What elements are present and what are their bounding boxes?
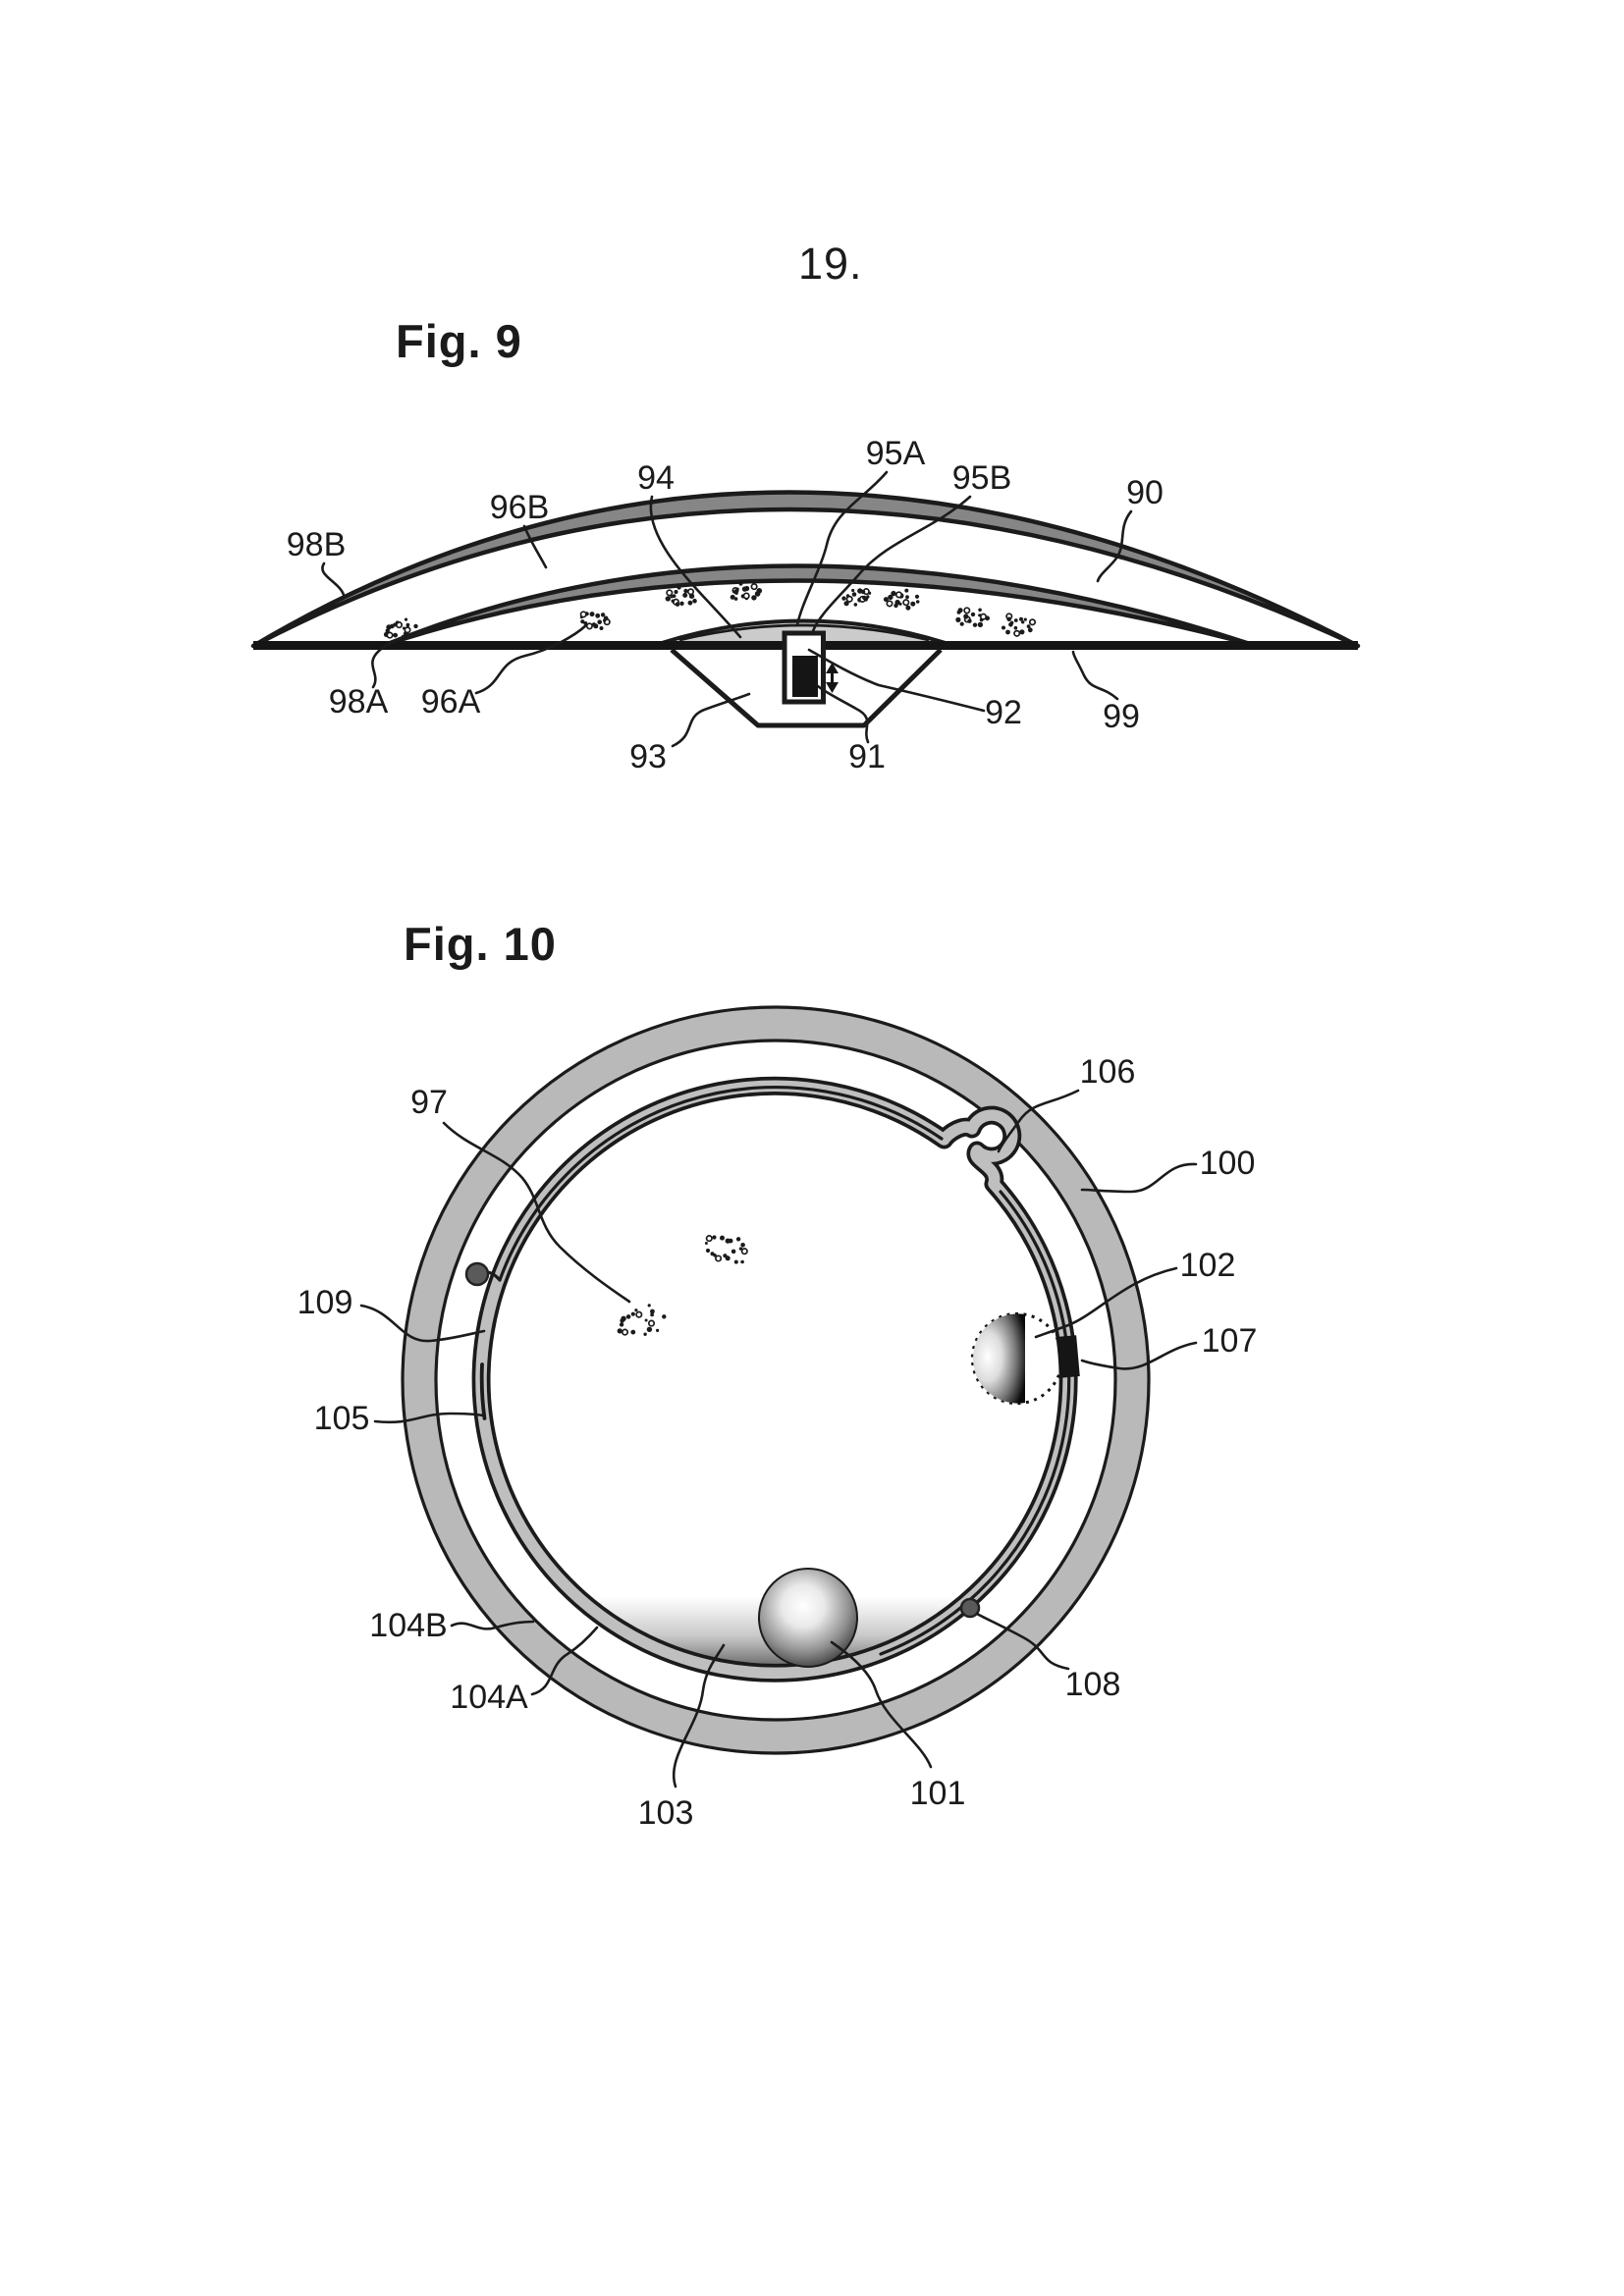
- fig10-label-109: 109: [297, 1284, 353, 1321]
- stipple-dot: [893, 604, 897, 608]
- fig10-title: Fig. 10: [404, 918, 557, 970]
- stipple-dot: [393, 633, 398, 638]
- fig10-label-108: 108: [1064, 1666, 1121, 1703]
- fig10-label-97: 97: [410, 1084, 448, 1121]
- stipple-dot: [955, 617, 960, 622]
- stipple-dot: [905, 606, 910, 611]
- fig9-label-95A: 95A: [865, 435, 926, 472]
- stipple-dot: [960, 622, 964, 626]
- stipple-dot: [1006, 617, 1011, 622]
- stipple-dot: [736, 1237, 740, 1241]
- stipple-dot: [672, 600, 676, 604]
- stipple-dot: [666, 596, 671, 601]
- stipple-dot: [601, 613, 605, 616]
- fig10-ball: [759, 1569, 857, 1667]
- fig10-peg-109: [466, 1263, 488, 1285]
- fig10-label-106: 106: [1079, 1053, 1136, 1091]
- fig9-label-98A: 98A: [328, 683, 389, 721]
- stipple-dot: [688, 601, 693, 606]
- fig9-leader-96A: [476, 625, 586, 693]
- stipple-dot: [631, 1312, 635, 1316]
- stipple-dot: [692, 599, 697, 604]
- stipple-dot: [630, 1330, 635, 1335]
- fig9-label-92: 92: [985, 694, 1022, 731]
- stipple-dot: [623, 1329, 627, 1334]
- stipple-dot: [862, 596, 866, 600]
- stipple-dot: [405, 627, 409, 632]
- stipple-dot: [903, 600, 908, 605]
- stipple-dot: [688, 589, 693, 594]
- stipple-dot: [744, 593, 749, 598]
- stipple-dot: [888, 595, 893, 600]
- stipple-dot: [650, 1309, 655, 1314]
- stipple-dot: [861, 590, 865, 594]
- stipple-dot: [978, 609, 982, 613]
- stipple-dot: [915, 595, 919, 599]
- stipple-dot: [405, 618, 407, 621]
- stipple-dot: [973, 623, 977, 627]
- fig9-label-96A: 96A: [420, 683, 481, 721]
- fig9-title: Fig. 9: [396, 315, 522, 367]
- stipple-dot: [854, 603, 858, 607]
- stipple-dot: [647, 1327, 652, 1332]
- stipple-dot: [868, 592, 871, 595]
- stipple-dot: [716, 1255, 721, 1260]
- stipple-dot: [896, 592, 901, 597]
- stipple-dot: [645, 1319, 648, 1322]
- stipple-dot: [898, 603, 901, 606]
- fig10-label-104A: 104A: [450, 1679, 528, 1716]
- stipple-dot: [676, 602, 680, 607]
- stipple-dot: [1014, 631, 1019, 636]
- fig9-label-98B: 98B: [286, 526, 347, 563]
- stipple-dot: [755, 591, 761, 597]
- stipple-dot: [396, 620, 399, 623]
- stipple-dot: [413, 624, 417, 628]
- stipple-dot: [1001, 626, 1005, 630]
- stipple-dot: [740, 1260, 744, 1264]
- fig9-labels: [287, 435, 1164, 775]
- stipple-dot: [595, 614, 600, 618]
- stipple-dot: [390, 624, 395, 629]
- stipple-dot: [847, 597, 852, 602]
- stipple-dot: [905, 595, 909, 599]
- fig9-label-93: 93: [629, 738, 667, 775]
- stipple-dot: [726, 1239, 731, 1244]
- stipple-dot: [713, 1254, 717, 1257]
- stipple-dot: [742, 587, 747, 592]
- stipple-dot: [674, 590, 677, 594]
- stipple-dot: [852, 592, 857, 597]
- stipple-dot: [620, 1318, 624, 1323]
- stipple-dot: [904, 589, 908, 593]
- stipple-dot: [620, 1322, 623, 1326]
- stipple-dot: [916, 600, 920, 604]
- fig10-leader-100: [1082, 1164, 1196, 1192]
- fig9-leader-98B: [322, 563, 344, 595]
- stipple-dot: [1030, 619, 1035, 624]
- fig9-leader-99: [1073, 652, 1117, 699]
- stipple-dot: [726, 1255, 731, 1260]
- stipple-dot: [387, 632, 392, 637]
- stipple-dot: [634, 1308, 637, 1311]
- stipple-dot: [734, 1260, 738, 1264]
- stipple-dot: [1028, 627, 1033, 632]
- fig10-label-101: 101: [909, 1775, 966, 1812]
- fig10-label-104B: 104B: [369, 1607, 448, 1644]
- stipple-dot: [739, 1247, 742, 1250]
- stipple-dot: [964, 608, 969, 613]
- stipple-dot: [742, 1249, 747, 1254]
- fig10-label-100: 100: [1199, 1145, 1256, 1182]
- stipple-dot: [981, 614, 986, 619]
- stipple-dot: [707, 1236, 712, 1241]
- stipple-dot: [706, 1249, 710, 1253]
- stipple-dot: [1024, 618, 1027, 621]
- stipple-dot: [705, 1242, 708, 1245]
- fig9-label-94: 94: [637, 459, 675, 497]
- stipple-dot: [581, 612, 586, 616]
- stipple-dot: [866, 595, 869, 598]
- stipple-dot: [733, 589, 738, 594]
- stipple-dot: [593, 623, 598, 628]
- fig9-label-91: 91: [848, 738, 886, 775]
- page-number: 19.: [798, 239, 863, 289]
- stipple-dot: [648, 1304, 651, 1307]
- stipple-dot: [603, 618, 606, 621]
- stipple-dot: [1008, 622, 1013, 627]
- stipple-dot: [1014, 626, 1018, 630]
- stipple-dot: [967, 619, 971, 623]
- stipple-dot: [636, 1312, 641, 1317]
- stipple-dot: [978, 622, 983, 627]
- stipple-dot: [670, 595, 673, 598]
- fig9-drawing: [253, 435, 1358, 775]
- stipple-dot: [682, 593, 687, 598]
- stipple-dot: [662, 1314, 666, 1318]
- stipple-dot: [751, 584, 756, 589]
- stipple-dot: [731, 1250, 736, 1255]
- fig9-label-90: 90: [1126, 474, 1164, 511]
- stipple-dot: [1019, 617, 1023, 621]
- stipple-dot: [649, 1320, 654, 1325]
- stipple-dot: [1014, 618, 1018, 622]
- stipple-dot: [712, 1235, 716, 1239]
- stipple-dot: [740, 1243, 745, 1248]
- stipple-dot: [597, 619, 602, 624]
- stipple-dot: [626, 1314, 631, 1319]
- fig10-label-105: 105: [313, 1400, 370, 1437]
- fig10-label-103: 103: [637, 1794, 694, 1832]
- stipple-dot: [600, 626, 604, 630]
- fig10-label-102: 102: [1179, 1247, 1236, 1284]
- fig9-piston-element: [792, 656, 818, 697]
- stipple-dot: [841, 596, 845, 600]
- stipple-dot: [643, 1333, 646, 1336]
- stipple-dot: [851, 589, 854, 592]
- fig9-label-96B: 96B: [489, 489, 550, 526]
- stipple-dot: [731, 595, 735, 600]
- stipple-dot: [656, 1329, 659, 1332]
- stipple-dot: [1005, 630, 1010, 635]
- stipple-dot: [963, 614, 968, 618]
- fig10-label-107: 107: [1201, 1322, 1258, 1360]
- fig10-drawing: [298, 1007, 1258, 1832]
- stipple-dot: [667, 590, 672, 595]
- stipple-dot: [679, 602, 683, 606]
- stipple-dot: [887, 601, 892, 606]
- fig9-label-95B: 95B: [951, 459, 1012, 497]
- stipple-dot: [590, 612, 595, 616]
- stipple-dot: [971, 613, 975, 616]
- stipple-dot: [406, 623, 410, 627]
- stipple-dot: [587, 623, 592, 628]
- fig10-stop-block: [1057, 1335, 1080, 1378]
- stipple-dot: [739, 582, 743, 586]
- fig9-label-99: 99: [1103, 698, 1140, 735]
- stipple-dot: [720, 1236, 725, 1241]
- stipple-dot: [677, 586, 681, 590]
- stipple-dot: [957, 611, 961, 614]
- stipple-dot: [580, 619, 584, 623]
- stipple-dot: [910, 602, 915, 607]
